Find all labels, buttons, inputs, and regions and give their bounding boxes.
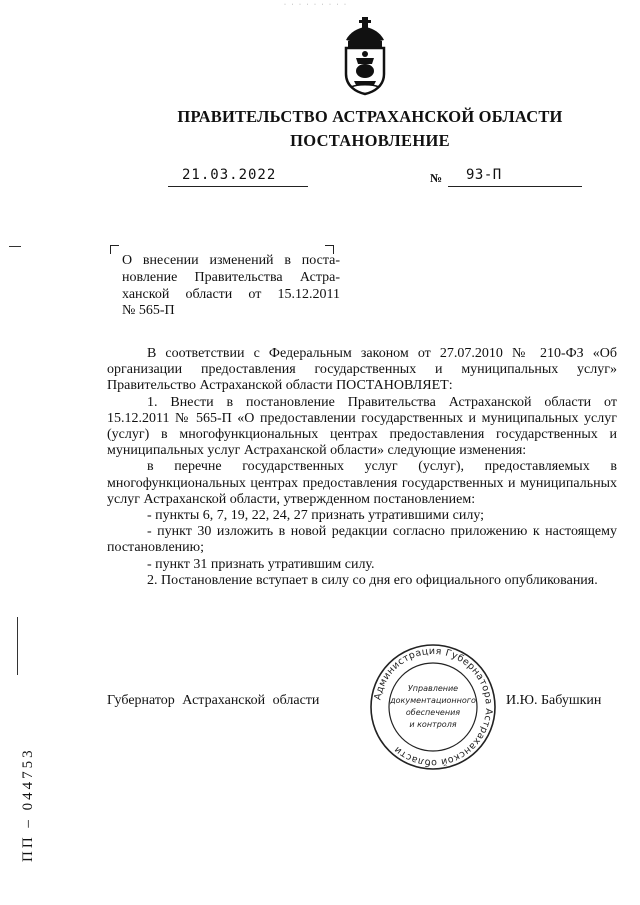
- body-paragraph: - пункты 6, 7, 19, 22, 24, 27 признать утратившими силу;: [147, 508, 485, 524]
- document-type: ПОСТАНОВЛЕНИЕ: [290, 131, 450, 150]
- stamp-inner-line: и контроля: [409, 720, 457, 729]
- subject-block: [122, 253, 340, 320]
- stamp-inner-line: обеспечения: [405, 708, 461, 717]
- subject-line: ханской области от 15.12.2011: [122, 286, 340, 302]
- subject-line: новление Правительства Астра-: [122, 269, 340, 285]
- body-paragraph: В соответствии с Федеральным законом от 27.07.2010 № 210-ФЗ «Об организации предоставления государственных и муниципальных услуг» Правительство Астраханской области ПОСТАНОВЛЯЕТ:: [107, 346, 617, 394]
- body-text: [107, 346, 617, 589]
- official-stamp: [369, 643, 497, 771]
- margin-rule: [17, 617, 18, 675]
- subject-line: № 565-П: [122, 303, 175, 319]
- stamp-outer-text: Администрация Губернатора Астраханской области: [372, 645, 495, 769]
- stamp-inner-line: документационного: [390, 696, 476, 705]
- body-paragraph: 1. Внести в постановление Правительства Астраханской области от 15.12.2011 № 565-П «О предоставлении государственных и муниципальных услуг (услуг) в многофункциональных центрах предоставления государственных и муниципальных услуг Астраханской области» следующие изменения:: [107, 394, 617, 459]
- form-serial-code: ПП – 044753: [20, 747, 36, 862]
- date-underline: [168, 186, 308, 187]
- coat-of-arms-emblem: [340, 14, 390, 96]
- signatory-role: Губернатор Астраханской области: [107, 693, 320, 708]
- body-paragraph: - пункт 30 изложить в новой редакции согласно приложению к настоящему постановлению;: [107, 524, 617, 556]
- body-paragraph: - пункт 31 признать утратившим силу.: [147, 556, 375, 572]
- body-paragraph: 2. Постановление вступает в силу со дня его официального опубликования.: [147, 572, 598, 588]
- document-date: 21.03.2022: [182, 167, 277, 183]
- number-sign: №: [430, 171, 443, 185]
- svg-text:Администрация Губернатора Астр: [372, 646, 494, 768]
- signatory-name: И.Ю. Бабушкин: [506, 693, 602, 708]
- subject-bracket-left: [110, 245, 119, 254]
- stamp-inner-line: Управление: [407, 684, 459, 693]
- body-paragraph: в перечне государственных услуг (услуг), предоставляемых в многофункциональных центрах предоставления государственных и муниципальных услуг Астраханской области, утвержденном постановлением:: [107, 459, 617, 507]
- margin-mark: [9, 246, 21, 247]
- subject-line: О внесении изменений в поста-: [122, 253, 340, 268]
- organization-title: ПРАВИТЕЛЬСТВО АСТРАХАНСКОЙ ОБЛАСТИ: [177, 107, 563, 126]
- document-number: 93-П: [466, 167, 502, 183]
- scan-dots: · · · · · · · · ·: [284, 2, 348, 8]
- number-underline: [448, 186, 582, 187]
